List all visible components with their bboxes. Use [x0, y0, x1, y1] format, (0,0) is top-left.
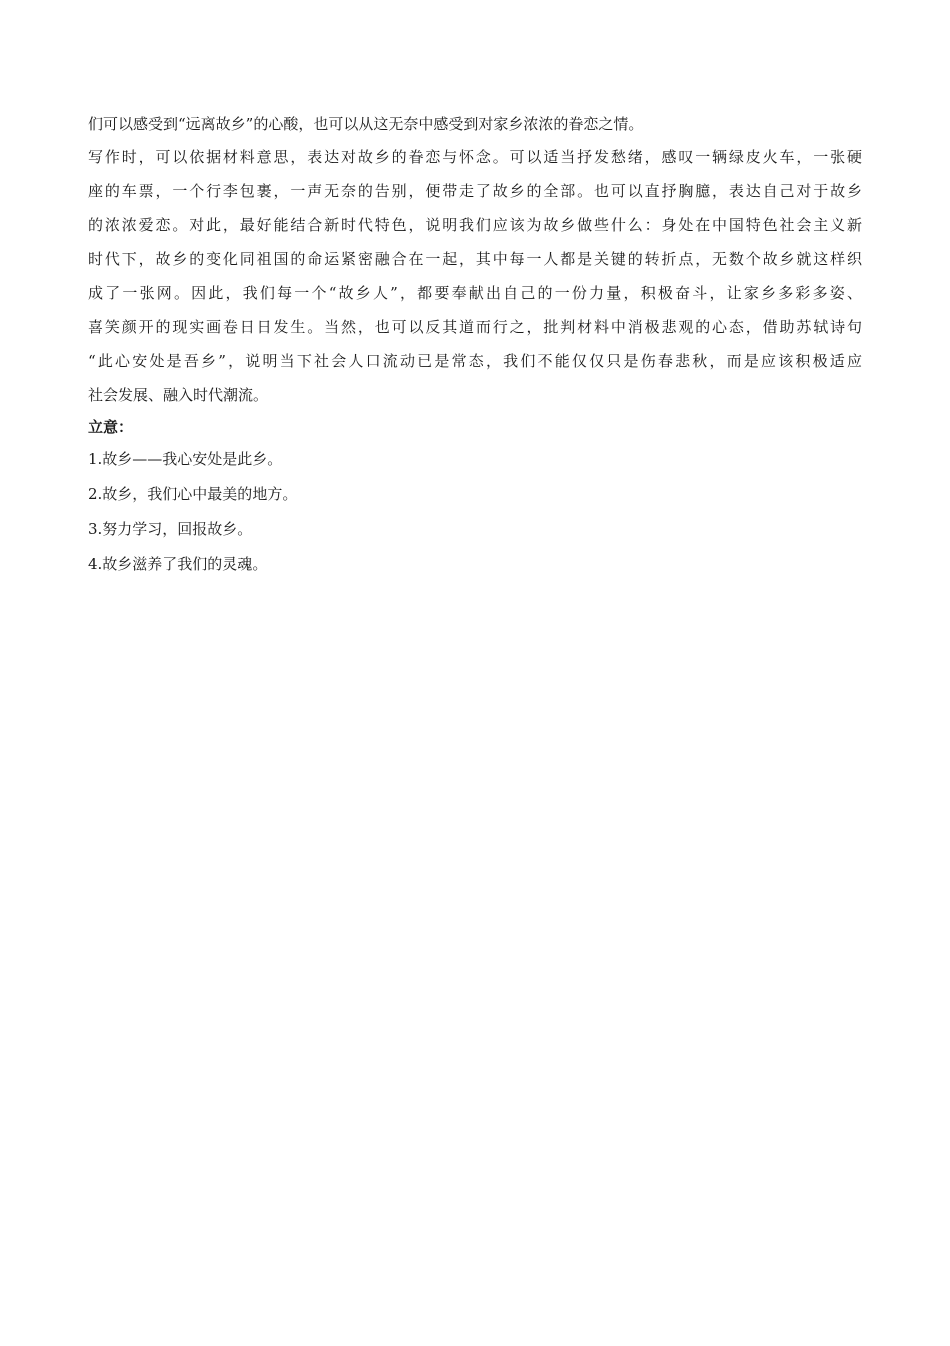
paragraph-line: 社会发展、融入时代潮流。 [88, 386, 269, 404]
list-item: 4.故乡滋养了我们的灵魂。 [88, 555, 268, 573]
list-item: 3.努力学习，回报故乡。 [88, 520, 253, 538]
writing-guidance-paragraph [88, 140, 862, 412]
list-item: 2.故乡，我们心中最美的地方。 [88, 485, 298, 503]
document-page [88, 112, 862, 582]
paragraph-line: 喜笑颜开的现实画卷日日发生。当然，也可以反其道而行之，批判材料中消极悲观的心态，借助苏轼诗句 [88, 318, 862, 336]
intro-line: 们可以感受到“远离故乡”的心酸，也可以从这无奈中感受到对家乡浓浓的眷恋之情。 [88, 115, 644, 133]
paragraph-line: 座的车票，一个行李包裹，一声无奈的告别，便带走了故乡的全部。也可以直抒胸臆，表达自己对于故乡 [88, 182, 862, 200]
paragraph-line: “此心安处是吾乡”，说明当下社会人口流动已是常态，我们不能仅仅只是伤春悲秋，而是应该积极适应 [88, 352, 862, 370]
paragraph-line: 的浓浓爱恋。对此，最好能结合新时代特色，说明我们应该为故乡做些什么：身处在中国特色社会主义新 [88, 216, 862, 234]
paragraph-line: 成了一张网。因此，我们每一个“故乡人”，都要奉献出自己的一份力量，积极奋斗，让家乡多彩多姿、 [88, 284, 862, 302]
paragraph-line: 时代下，故乡的变化同祖国的命运紧密融合在一起，其中每一人都是关键的转折点，无数个故乡就这样织 [88, 250, 862, 268]
list-item: 1.故乡——我心安处是此乡。 [88, 450, 283, 468]
paragraph-line: 写作时，可以依据材料意思，表达对故乡的眷恋与怀念。可以适当抒发愁绪，感叹一辆绿皮火车，一张硬 [88, 148, 862, 166]
section-heading: 立意： [88, 418, 134, 436]
